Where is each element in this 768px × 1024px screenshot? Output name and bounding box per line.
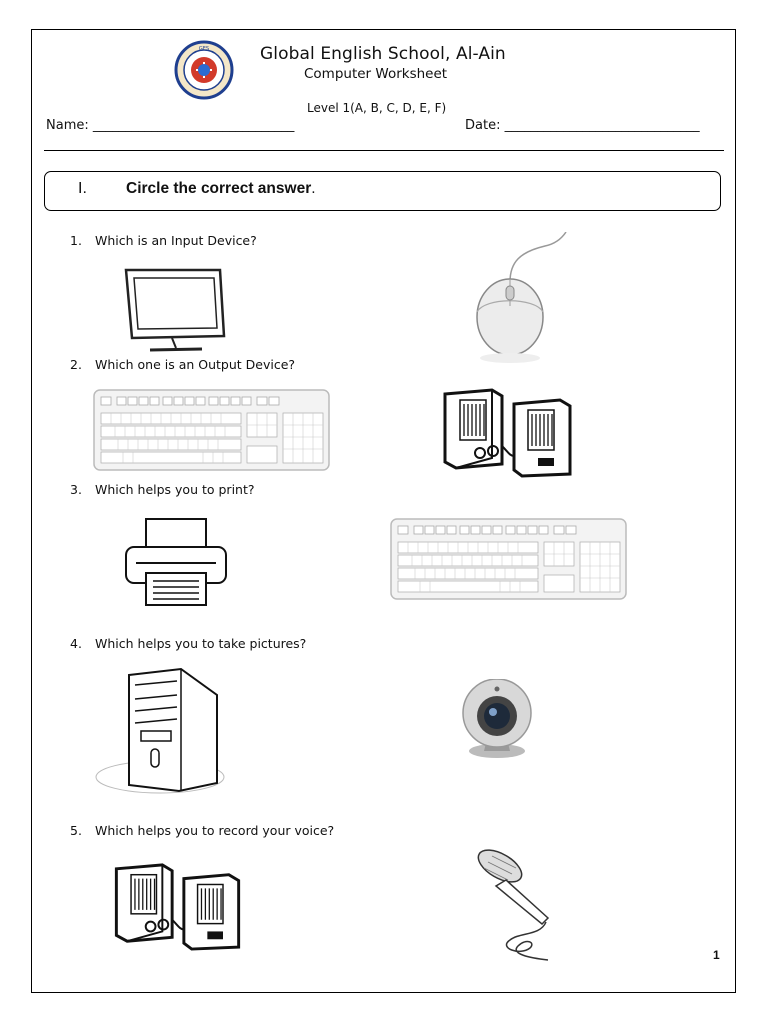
date-field[interactable]: Date: ______________________________	[465, 118, 700, 133]
section-number: I.	[78, 180, 87, 197]
keyboard-image[interactable]	[93, 389, 330, 471]
keyboard-image-2[interactable]	[390, 518, 627, 600]
question-1: 1. Which is an Input Device?	[70, 233, 257, 248]
question-2: 2. Which one is an Output Device?	[70, 357, 296, 372]
question-4: 4. Which helps you to take pictures?	[70, 636, 307, 651]
cpu-tower-image[interactable]	[95, 665, 227, 797]
header-divider	[44, 150, 724, 151]
mouse-image[interactable]	[450, 232, 570, 367]
worksheet-title: Computer Worksheet	[304, 66, 448, 82]
microphone-image[interactable]	[470, 848, 560, 963]
speakers-image-2[interactable]	[113, 861, 243, 951]
page-number: 1	[713, 948, 720, 962]
question-5: 5. Which helps you to record your voice?	[70, 823, 335, 838]
section-title: Circle the correct answer.	[126, 180, 316, 197]
speakers-image[interactable]	[442, 386, 574, 478]
school-name: Global English School, Al-Ain	[260, 44, 506, 64]
monitor-image[interactable]	[120, 266, 230, 356]
school-logo	[174, 40, 234, 100]
printer-image[interactable]	[123, 517, 229, 607]
question-3: 3. Which helps you to print?	[70, 482, 255, 497]
level-text: Level 1(A, B, C, D, E, F)	[307, 101, 447, 115]
webcam-image[interactable]	[458, 679, 536, 759]
name-field[interactable]: Name: _______________________________	[46, 118, 295, 133]
svg-text:GES: GES	[198, 46, 210, 52]
